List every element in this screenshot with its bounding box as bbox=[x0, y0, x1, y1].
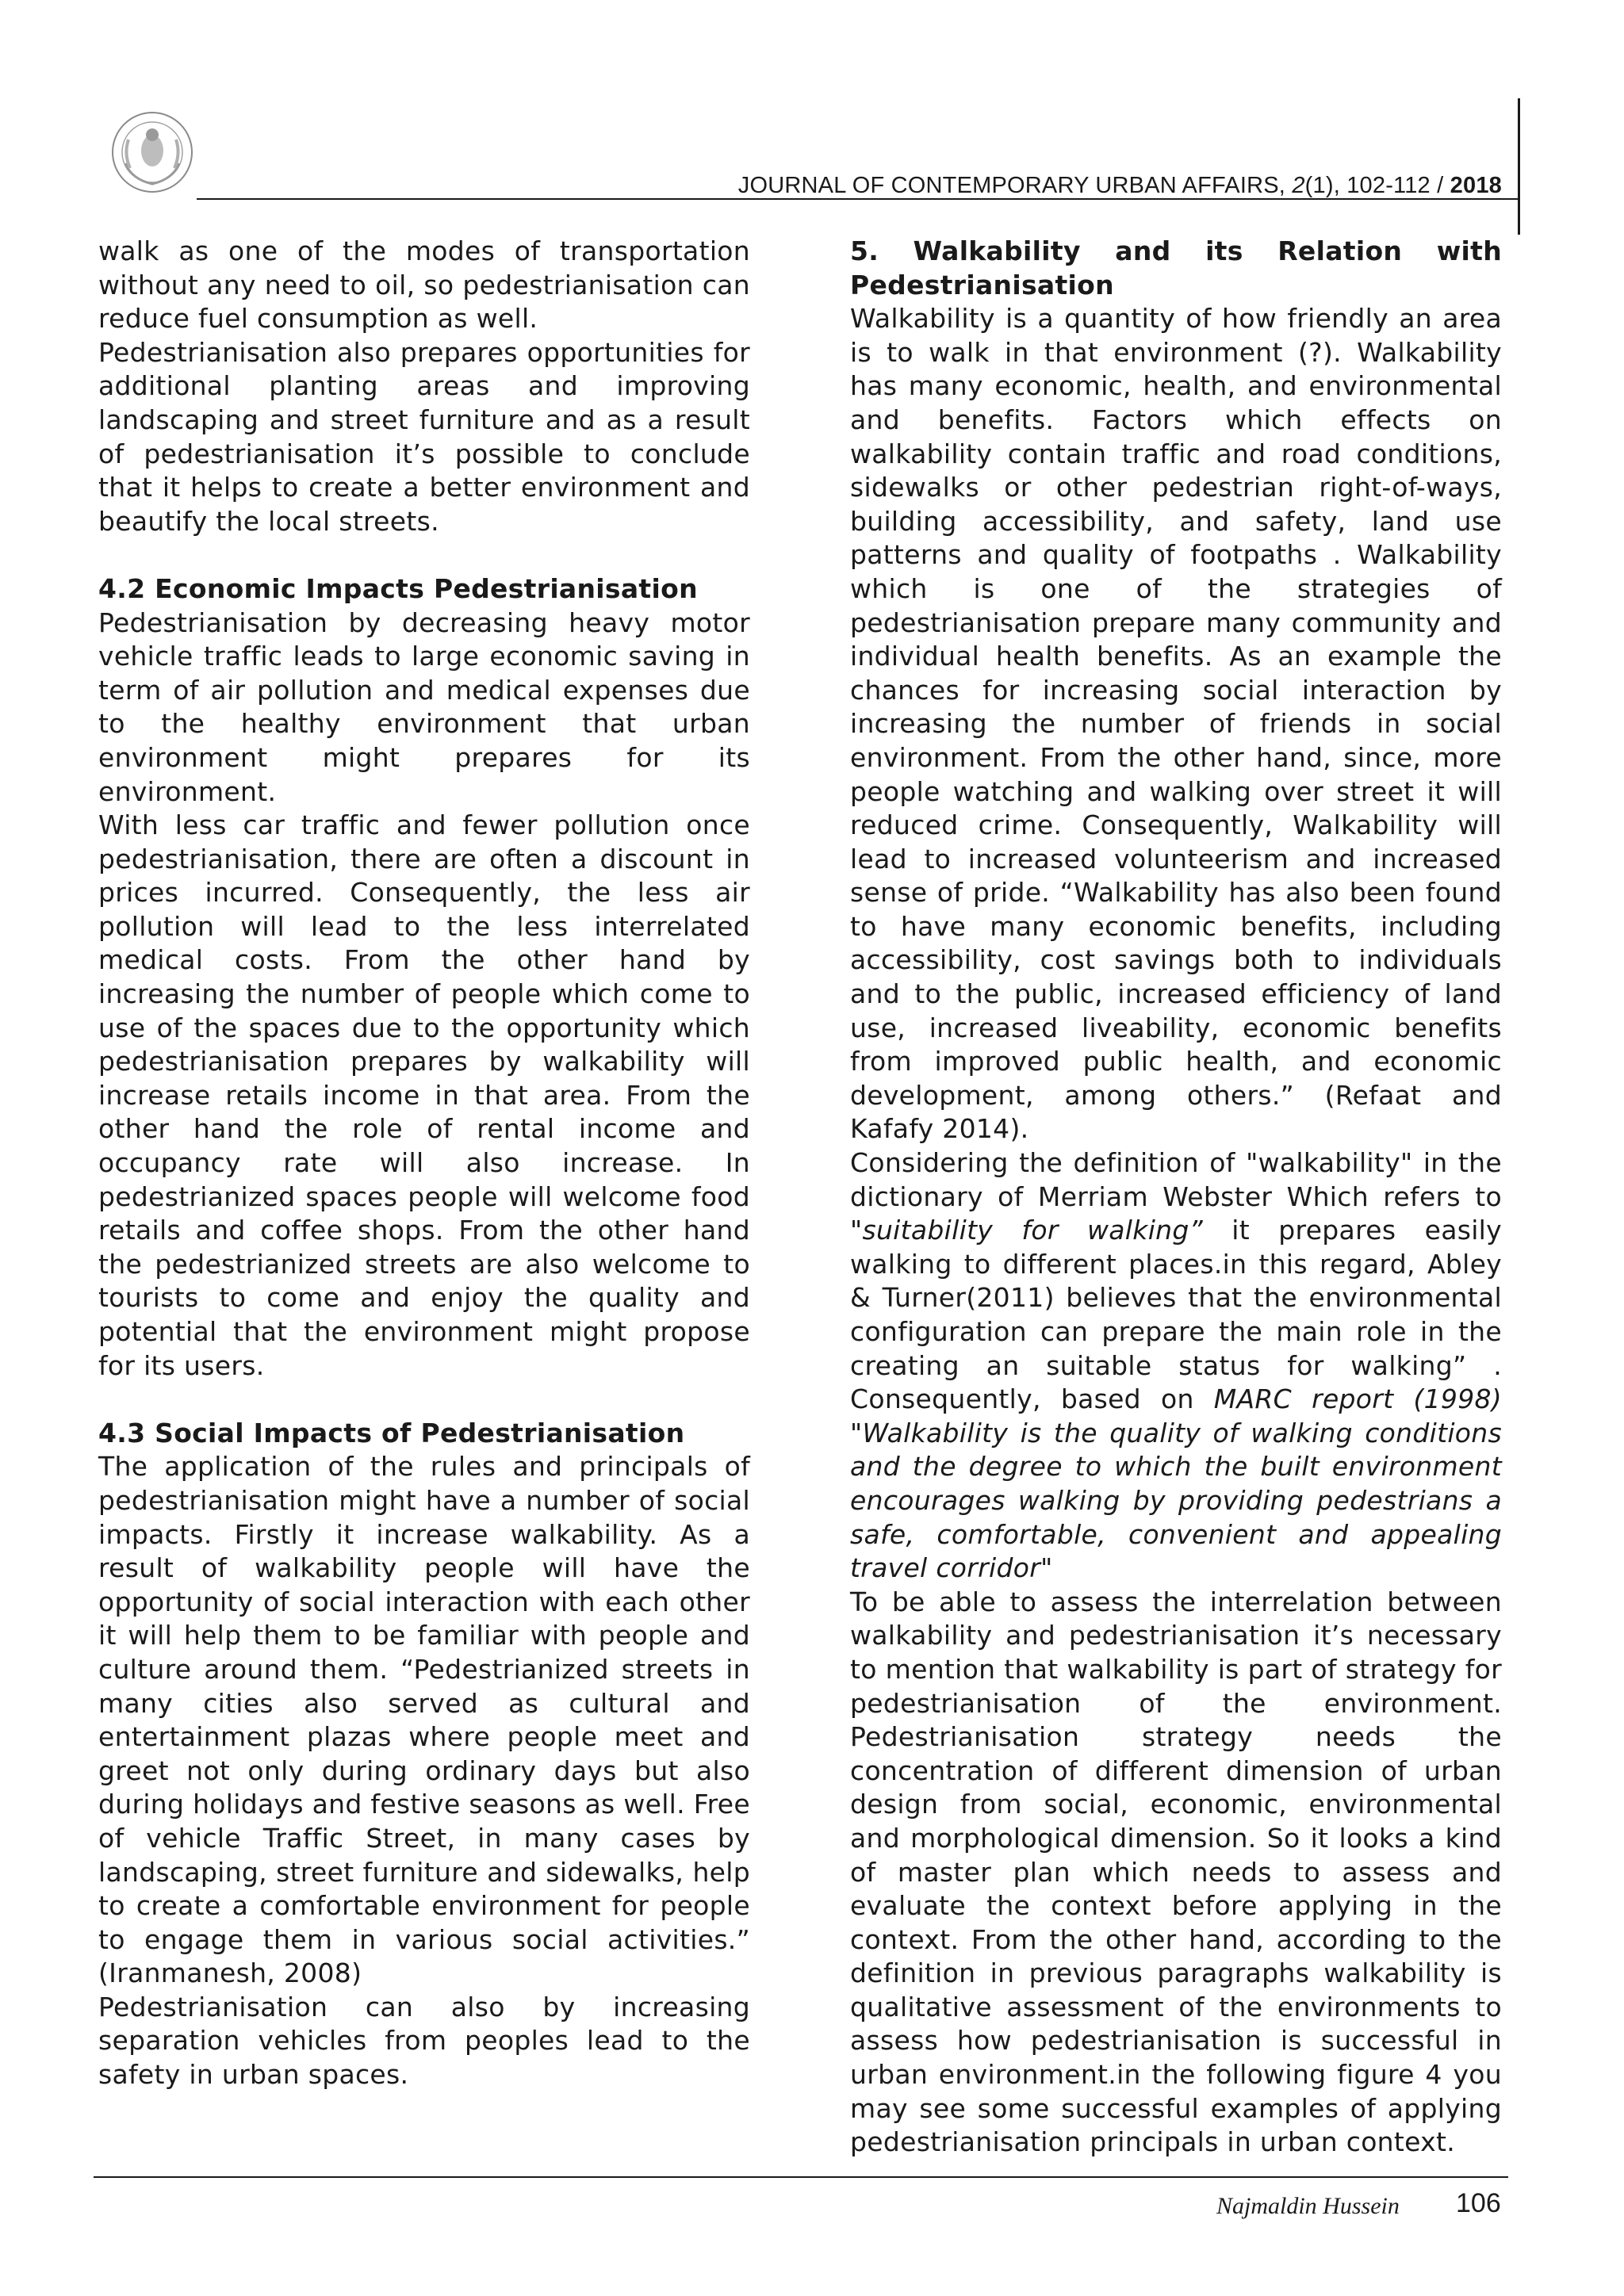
paragraph: Considering the definition of "walkability" in the dictionary of Merriam Webster Which refers to "suitability for walking” it prepares easily walking to different places.in this regard, Abley & Turner(2011) believes that the environmental configuration can prepare the main role in the creating an suitable status for walking” . Consequently, based on MARC report (1998) "Walkability is the quality of walking conditions and the degree to which the built environment encourages walking by providing pedestrians a safe, comfortable, convenient and appealing travel corridor" bbox=[850, 1147, 1502, 1584]
section-heading-5: 5. Walkability and its Relation with Pedestrianisation bbox=[850, 235, 1502, 300]
header-rule bbox=[197, 198, 1519, 200]
journal-title: JOURNAL OF CONTEMPORARY URBAN AFFAIRS, bbox=[737, 173, 1293, 198]
page-number: 106 bbox=[1456, 2188, 1501, 2218]
paragraph: Pedestrianisation also prepares opportunities for additional planting areas and improving landscaping and street furniture and as a result of pedestrianisation it’s possible to conclude that it helps to create a better environment and beautify the local streets. bbox=[98, 336, 750, 537]
left-column bbox=[98, 235, 750, 2092]
journal-issue: (1), 102-112 / bbox=[1304, 173, 1450, 198]
paragraph: Walkability is a quantity of how friendly an area is to walk in that environment (?). Walkability has many economic, health, and environmental and benefits. Factors which effects on walkability contain traffic and road conditions, sidewalks or other pedestrian right-of-ways, building accessibility, and safety, land use patterns and quality of footpaths . Walkability which is one of the strategies of pedestrianisation prepare many community and individual health benefits. As an example the chances for increasing social interaction by increasing the number of friends in social environment. From the other hand, since, more people watching and walking over street it will reduced crime. Consequently, Walkability will lead to increased volunteerism and increased sense of pride. “Walkability has also been found to have many economic benefits, including accessibility, cost savings both to individuals and to the public, increased efficiency of land use, increased liveability, economic benefits from improved public health, and economic development, among others.” (Refaat and Kafafy 2014). bbox=[850, 303, 1502, 1145]
section-heading-4-3: 4.3 Social Impacts of Pedestrianisation bbox=[98, 1417, 685, 1448]
paragraph: The application of the rules and principals of pedestrianisation might have a number of social impacts. Firstly it increase walkability. As a result of walkability people will have the opportunity of social interaction with each other it will help them to be familiar with people and culture around them. “Pedestrianized streets in many cities also served as cultural and entertainment plazas where people meet and greet not only during ordinary days but also during holidays and festive seasons as well. Free of vehicle Traffic Street, in many cases by landscaping, street furniture and sidewalks, help to create a comfortable environment for people to engage them in various social activities.” (Iranmanesh, 2008) bbox=[98, 1451, 750, 1989]
paragraph: Pedestrianisation can also by increasing separation vehicles from peoples lead to the safety in urban spaces. bbox=[98, 1991, 750, 2091]
section-heading-4-2: 4.2 Economic Impacts Pedestrianisation bbox=[98, 572, 698, 604]
footer-rule bbox=[94, 2176, 1508, 2178]
paragraph: Pedestrianisation by decreasing heavy motor vehicle traffic leads to large economic saving in term of air pollution and medical expenses due to the healthy environment that urban environment might prepares for its environment. bbox=[98, 607, 750, 807]
paragraph: walk as one of the modes of transportation without any need to oil, so pedestrianisation can reduce fuel consumption as well. bbox=[98, 235, 750, 335]
header-vertical-rule bbox=[1518, 98, 1520, 235]
journal-seal-logo bbox=[108, 108, 197, 197]
paragraph: To be able to assess the interrelation between walkability and pedestrianisation it’s necessary to mention that walkability is part of strategy for pedestrianisation of the environment. Pedestrianisation strategy needs the concentration of different dimension of urban design from social, economic, environmental and morphological dimension. So it looks a kind of master plan which needs to assess and evaluate the context before applying in the context. From the other hand, according to the definition in previous paragraphs walkability is qualitative assessment of the environments to assess how pedestrianisation is successful in urban environment.in the following figure 4 you may see some successful examples of applying pedestrianisation principals in urban context. bbox=[850, 1586, 1502, 2158]
journal-year: 2018 bbox=[1450, 173, 1502, 198]
right-column bbox=[850, 235, 1502, 2160]
paragraph: With less car traffic and fewer pollution once pedestrianisation, there are often a discount in prices incurred. Consequently, the less air pollution will lead to the less interrelated medical costs. From the other hand by increasing the number of people which come to use of the spaces due to the opportunity which pedestrianisation prepares by walkability will increase retails income in that area. From the other hand the role of rental income and occupancy rate will also increase. In pedestrianized spaces people will welcome food retails and coffee shops. From the other hand the pedestrianized streets are also welcome to tourists to come and enjoy the quality and potential that the environment might propose for its users. bbox=[98, 809, 750, 1381]
journal-header bbox=[738, 173, 1502, 199]
journal-volume: 2 bbox=[1292, 173, 1305, 198]
footer-author: Najmaldin Hussein bbox=[1216, 2193, 1400, 2219]
